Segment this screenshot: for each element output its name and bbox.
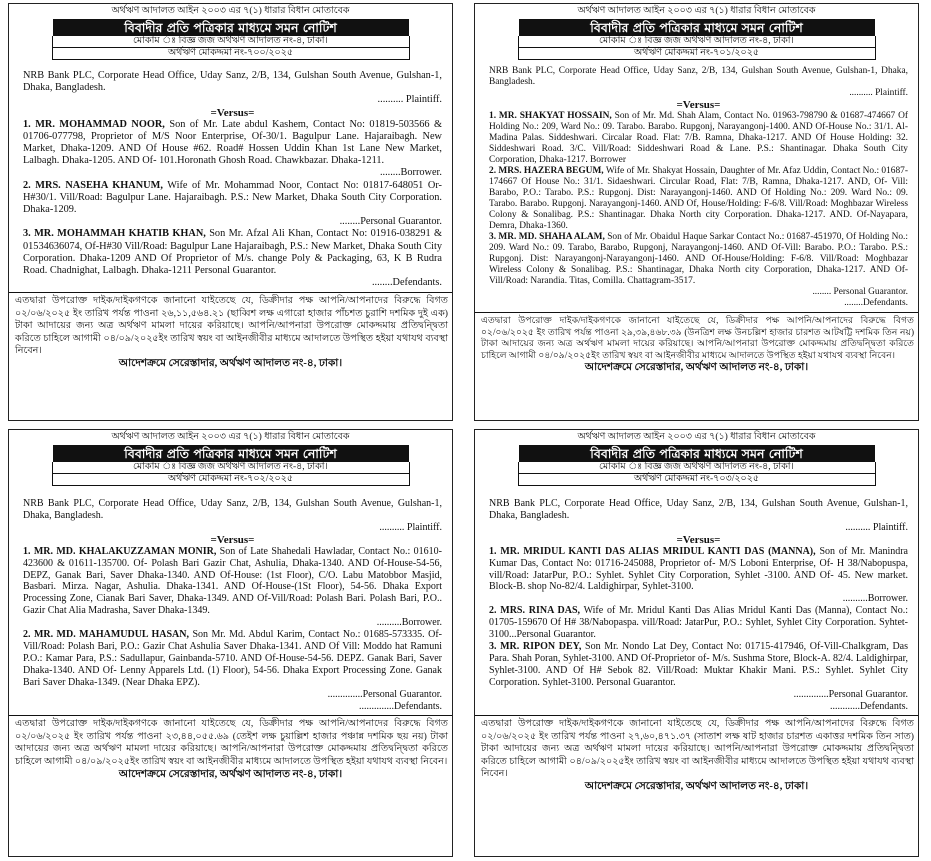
court-line: মোকাম ঃ বিজ্ঞ জজ অর্থঋণ আদালত নং-৪, ঢাকা। — [52, 462, 410, 474]
defendant-name: 1. MR. SHAKYAT HOSSAIN, — [489, 111, 612, 121]
defendant-name: 1. MR. MRIDUL KANTI DAS ALIAS MRIDUL KANTI DAS (MANNA), — [489, 545, 816, 557]
defendant-details: Wife of Mr. Shakyat Hossain, Daughter of Mr. Afaz Uddin, Contact No.: 01687-174667 Of House No.: 31/1. Sidaeshwari. Circular Road, Flat: 7/B, Ramna, Dhaka-1217. AND, Of- Vill: Barabo, P.O.: Tarabo. P.S.: Rupgonj. Dist: Narayangonj-1460. AND Of Holding No.: 209. Ward No.: 09. Tarabo. Barabo. Rupgonj. Narayangonj-1460. AND Of, House/Holding: F-6/8. Vill/Road: Moghbazar Wireless Colony & Sonalibag. P.S.: Shantinagar. Dhaka North city Corporation. Dhaka-1217. AND. Of-Nayapara, Demra, Dhaka-1360. — [489, 166, 908, 231]
notice-body — [9, 498, 452, 712]
plaintiff-role: .......... Plaintiff. — [849, 88, 908, 98]
notice-title: বিবাদীর প্রতি পত্রিকার মাধ্যমে সমন নোটিশ — [53, 19, 409, 36]
defendant-details: Son Mr. Afzal Ali Khan, Contact No: 01916-038291 & 01534636074, Of-H#30 Vill/Road: Bagulpur Lane Hajaraibagh, P.S.: New Market, Dhaka South City Corporation. Dhaka-1209 AND Of Proprietor of M/s. change Poly & Packaging, 63, K B Rudra Road. Chadnighat, Lalbagh. Dhaka-1211 Personal Guarantor. — [23, 228, 442, 277]
notice-body — [9, 70, 452, 289]
defendant-role: ........Borrower. — [379, 167, 442, 179]
notice-title: বিবাদীর প্রতি পত্রিকার মাধ্যমে সমন নোটিশ — [519, 445, 875, 462]
plaintiff-role: .......... Plaintiff. — [845, 521, 908, 533]
notice-body — [475, 498, 918, 712]
defendant-2 — [489, 605, 908, 641]
notice-title: বিবাদীর প্রতি পত্রিকার মাধ্যমে সমন নোটিশ — [53, 445, 409, 462]
defendant-1 — [23, 546, 442, 617]
defendant-name: 3. MR. MD. SHAHA ALAM, — [489, 232, 605, 242]
defendant-details: Son of Mr. Manindra Kumar Das, Contact No: 01716-245088, Proprietor of- M/S Loboni Enterprise, Of- H 38/Nabopuspa, vill/Road: JatarPur, P.O.: Syhlet. Syhlet City Corporation, Syhlet -3100. AND Of- 45. New market. Block-B. shop No-82/4. Laldighirpar, Syhlet-3100. — [489, 545, 908, 593]
defendant-details: Son Mr. Nondo Lat Dey, Contact No: 01715-417946, Of-Vill-Chalkgram, Das Para. Shah Poran, Syhlet-3100. AND Of-Proprietor of- M/s. Sushma Store, Block-A. 82/4. Laldighirpar, Syhlet-3100. AND Of H# Sebok 82. Vill/Road: Muktar Khakir Mani. P.S.: Syhlet. Syhlet City Corporation. Syhlet-3100. Personal Guarantor. — [489, 640, 908, 688]
signature-line: আদেশক্রমে সেরেস্তাদার, অর্থঋণ আদালত নং-৪, ঢাকা। — [118, 769, 343, 781]
summons-text: এতদ্বারা উপরোক্ত দাইক/দাইকগণকে জানানো যাইতেছে যে, ডিক্রীদার পক্ষ আপনি/আপনাদের বিরুদ্ধে বিগত ০২/০৬/২০২৫ ইং তারিখ পর্যন্ত পাওনা ২৭,৬০,৪৭১.৩৭ (সাতাশ লক্ষ ষাট হাজার চারশত একাত্তর দশমিক তিন সাত) টাকা আদায়ের জন্য অত্র অর্থঋণ মামলা দায়ের করিয়াছে। আপনি/আপনারা উপরোক্ত মোকদ্দমায় প্রতিদ্বন্দ্বিতা করিতে চাহিলে আগামী ০৪/০৯/২০২৫ইং তারিখ স্বয়ং বা আইনজীবীর মাধ্যমে আদালতে উপস্থিত হইয়া যথাযথ ব্যবস্থা নিবেন। — [475, 715, 918, 780]
defendant-role: ..........Borrower. — [842, 593, 908, 605]
case-number: অর্থঋণ মোকদ্দমা নং-৭০০/২০২৫ — [52, 48, 410, 60]
versus-label: =Versus= — [210, 106, 255, 119]
defendants-closing: ............Defendants. — [829, 700, 908, 712]
notice-702 — [8, 429, 453, 857]
case-number: অর্থঋণ মোকদ্দমা নং-৭০৩/২০২৫ — [518, 474, 876, 486]
law-line: অর্থঋণ আদালত আইন ২০০৩ এর ৭(১) ধারার বিধান মোতাবেক — [577, 6, 816, 16]
signature-line: আদেশক্রমে সেরেস্তাদার, অর্থঋণ আদালত নং-৪, ঢাকা। — [584, 781, 809, 793]
plaintiff: NRB Bank PLC, Corporate Head Office, Uday Sanz, 2/B, 134, Gulshan South Avenue, Gulshan-1, Dhaka, Bangladesh. — [489, 66, 908, 87]
versus-label: =Versus= — [676, 99, 721, 111]
defendant-3 — [489, 232, 908, 287]
plaintiff: NRB Bank PLC, Corporate Head Office, Uday Sanz, 2/B, 134, Gulshan South Avenue, Gulshan-1, Dhaka, Bangladesh. — [23, 70, 442, 94]
notice-701 — [474, 3, 919, 421]
law-line: অর্থঋণ আদালত আইন ২০০৩ এর ৭(১) ধারার বিধান মোতাবেক — [111, 6, 350, 16]
versus-label: =Versus= — [676, 533, 721, 546]
defendant-role: ........Personal Guarantor. — [339, 216, 442, 228]
defendant-details: Son of Mr. Md. Shah Alam, Contact No. 01963-798790 & 01687-474667 Of Holding No.: 209, Ward No.: 09. Tarabo. Barabo. Rupgonj, Narayangonj-1400. AND Of-House No.: 31/1. Al-Madina Palas. Siddeshwari. Circalar Road. Flat: 7/B. Ramna, Dhaka-1217. AND Of House Holding: 32. Siddeshwari Road. 3/C. Vill/Road: Siddeshwari Road & Lane. P.S.: Shantinagar. Dhaka South City Corporation, Dhaka-1217. — [489, 111, 908, 165]
defendant-details: Son Mr. Md. Abdul Karim, Contact No.: 01685-573335. Of-Vill/Road: Polash Bari, P.O.: Gazir Chat Ashulia Saver Dhaka-1341. AND Of Vill: Moddo hat Ramuni P.O.: Kamar Para, P.S.: Sadullapur, Gainbanda-5710. AND Of-House-54-56. DEPZ. Ganak Bari, Saver Dhaka-1340. AND Of- Lenny Apparels Ltd. (1) Floor), 54-56. Dhaka Export Processing Zone. Ganak Bari Saver Dhaka-1349. (Near Dhaka EPZ). — [23, 629, 442, 688]
defendant-2 — [23, 629, 442, 689]
defendant-2 — [23, 180, 442, 217]
notice-title: বিবাদীর প্রতি পত্রিকার মাধ্যমে সমন নোটিশ — [519, 19, 875, 36]
defendant-1 — [489, 111, 908, 166]
defendant-role: ........Defendants. — [371, 277, 442, 289]
defendant-name: 3. MR. RIPON DEY, — [489, 640, 582, 652]
court-line: মোকাম ঃ বিজ্ঞ জজ অর্থঋণ আদালত নং-৪, ঢাকা। — [518, 462, 876, 474]
defendant-details: Son of Late Shahedali Hawladar, Contact No.: 01610-423600 & 01611-135700. Of- Polash Bari Gazir Chat, Ashulia, Dhaka-1340. AND Of-House-54-56, DEPZ, Ganak Bari, Saver Dhaka-1340. AND Of-House: (1st Floor), C/O. Labu Matobbor Masjid, Basbari. Mirza. Nagar, Ashulia. Dhaka-1341. AND Of-House-(1St Floor), 54-56. Dhaka Export Processing Zone, Cianak Bari Saver, Dhaka-1349. AND Of-Vill/Road: Polash Bari. Polash Bari, P.O.. Gazir Chat Alia Madrasha, Saver Dhaka-1349. — [23, 545, 442, 617]
plaintiff: NRB Bank PLC, Corporate Head Office, Uday Sanz, 2/B, 134, Gulshan South Avenue, Gulshan-1, Dhaka, Bangladesh. — [489, 498, 908, 521]
defendant-1 — [23, 119, 442, 168]
defendant-name: 2. MRS. HAZERA BEGUM, — [489, 166, 604, 176]
case-number: অর্থঋণ মোকদ্দমা নং-৭০২/২০২৫ — [52, 474, 410, 486]
defendants-closing: ..............Defendants. — [358, 700, 442, 712]
defendant-name: 1. MR. MOHAMMAD NOOR, — [23, 118, 165, 130]
law-line: অর্থঋণ আদালত আইন ২০০৩ এর ৭(১) ধারার বিধান মোতাবেক — [111, 432, 350, 442]
summons-text: এতদ্বারা উপরোক্ত দাইক/দাইকগণকে জানানো যাইতেছে যে, ডিক্রীদার পক্ষ আপনি/আপনাদের বিরুদ্ধে বিগত ০২/০৬/২০২৫ ইং তারিখ পর্যন্ত পাওনা ২৩,৪৪,০৫৫.৬৯ (তেইশ লক্ষ চুয়াল্লিশ হাজার পঞ্চান্ন দশমিক ছয় নয়) টাকা আদায়ের জন্য অত্র অর্থঋণ মামলা দায়ের করিয়াছে। আপনি/আপনারা উপরোক্ত মোকদ্দমায় প্রতিদ্বন্দ্বিতা করিতে চাহিলে আগামী ০৪/০৯/২০২৫ইং তারিখ স্বয়ং বা আইনজীবীর মাধ্যমে আদালতে উপস্থিত হইয়া যথাযথ ব্যবস্থা নিবেন। — [9, 715, 452, 768]
versus-label: =Versus= — [210, 533, 255, 546]
defendant-2 — [489, 166, 908, 232]
case-number: অর্থঋণ মোকদ্দমা নং-৭০১/২০২৫ — [518, 48, 876, 60]
signature-line: আদেশক্রমে সেরেস্তাদার, অর্থঋণ আদালত নং-৪, ঢাকা। — [584, 362, 809, 374]
defendant-details: Son of Mr. Obaidul Haque Sarkar Contact No.: 01687-451970, Of Holding No.: 209. Ward No.: 09. Tarabo, Barabo, Rupgonj, Narayangonj-1460. AND Of-Vill: Barabo. P.O.: Tarabo. P.S.: Rupgonj. Dist: Narayangonj-Narayangonj-1460. AND Of-House/Holding: F-6/8. Vill/Road: Moghbazar Wireless Colony & Sonalibag. P.S.: Shantinagar, Dhaka North city Corporation, Dhaka-1217. AND Of-Vill/Road: Narandia. Titas, Comilla. Chattagram-3517. — [489, 232, 908, 286]
defendant-role: ..............Personal Guarantor. — [327, 688, 442, 700]
defendant-details: Wife of Mr. Mridul Kanti Das Alias Mridul Kanti Das (Manna), Contact No.: 01705-159670 Of H# 38/Nabopaspa. vill/Road: JatarPur, P.O.: Syhlet, Syhlet City Corporation. Syhtet-3100...Personal Guarantor. — [489, 605, 908, 641]
defendant-name: 1. MR. MD. KHALAKUZZAMAN MONIR, — [23, 545, 217, 557]
summons-text: এতদ্বারা উপরোক্ত দাইক/দাইকগণকে জানানো যাইতেছে যে, ডিক্রীদার পক্ষ আপনি/আপনাদের বিরুদ্ধে বিগত ০২/০৬/২০২৫ ইং তারিখ পর্যন্ত পাওনা ২৯,৩৯,৪৬৮.৩৯ (উনত্রিশ লক্ষ উনচল্লিশ হাজার চারশত আটষট্টি দশমিক তিন নয়) টাকা আদায়ের জন্য অত্র অর্থঋণ মামলা দায়ের করিয়াছে। আপনি/আপনারা উপরোক্ত মোকদ্দমায় প্রতিদ্বন্দ্বিতা করিতে চাহিলে আগামী ০৪/০৯/২০২৫ইং তারিখ স্বয়ং বা আইনজীবীর মাধ্যমে আদালতে উপস্থিত হইয়া যথাযথ ব্যবস্থা নিবেন। — [475, 312, 918, 361]
defendant-role: ........ Personal Guarantor. — [812, 287, 908, 297]
defendant-name: 2. MR. MD. MAHAMUDUL HASAN, — [23, 629, 190, 641]
defendants-closing: ........Defendants. — [844, 298, 908, 308]
defendant-details: Son of Mr. Late abdul Kashem, Contact No: 01819-503566 & 01706-077798, Proprietor of M/S Noor Enterprise, Of-30/1. Bagulpur Lane. Hajaraibagh. New Market, Dhaka-1209. AND Of House #62. Road# Hossen Uddin Khan 1st Lane New Market, Lalbagh. Dhaka-1205. AND Of- 101.Horonath Ghosh Road. Chawkbazar. Dhaka-1211. — [23, 118, 442, 167]
court-line: মোকাম ঃ বিজ্ঞ জজ অর্থঋণ আদালত নং-৪, ঢাকা। — [52, 36, 410, 48]
plaintiff-role: .......... Plaintiff. — [379, 521, 442, 533]
notice-703 — [474, 429, 919, 857]
court-line: মোকাম ঃ বিজ্ঞ জজ অর্থঋণ আদালত নং-৪, ঢাকা। — [518, 36, 876, 48]
plaintiff: NRB Bank PLC, Corporate Head Office, Uday Sanz, 2/B, 134, Gulshan South Avenue, Gulshan-1, Dhaka, Bangladesh. — [23, 498, 442, 521]
plaintiff-role: .......... Plaintiff. — [377, 94, 442, 106]
law-line: অর্থঋণ আদালত আইন ২০০৩ এর ৭(১) ধারার বিধান মোতাবেক — [577, 432, 816, 442]
summons-text: এতদ্বারা উপরোক্ত দাইক/দাইকগণকে জানানো যাইতেছে যে, ডিক্রীদার পক্ষ আপনি/আপনাদের বিরুদ্ধে বিগত ০২/০৬/২০২৫ ইং তারিখ পর্যন্ত পাওনা ২৬,১১,৫৬৪.২১ (ছাব্বিশ লক্ষ এগারো হাজার পাঁচশত চুরাশি দশমিক দুই এক) টাকা আদায়ের জন্য অত্র অর্থঋণ মামলা দায়ের করিয়াছে। আপনি/আপনারা উপরোক্ত মোকদ্দমায় প্রতিদ্বন্দ্বিতা করিতে চাহিলে আগামী ০৪/০৯/২০২৫ইং তারিখ স্বয়ং বা আইনজীবীর মাধ্যমে আদালতে উপস্থিত হইয়া যথাযথ ব্যবস্থা নিবেন। — [9, 292, 452, 357]
notice-700 — [8, 3, 453, 421]
defendant-details: Wife of Mr. Mohammad Noor, Contact No: 01817-648051 Or- H#30/1. Vill/Road: Bagulpur Lane. Hajaraibagh. P.S.: New Market, Dhaka South City Corporation. Dhaka-1209. — [23, 179, 442, 216]
defendant-role: ..............Personal Guarantor. — [793, 688, 908, 700]
notice-body — [475, 66, 918, 309]
signature-line: আদেশক্রমে সেরেস্তাদার, অর্থঋণ আদালত নং-৪, ঢাকা। — [118, 358, 343, 370]
defendant-3 — [489, 641, 908, 689]
defendant-name: 2. MRS. NASEHA KHANUM, — [23, 179, 163, 191]
defendant-role: Borrower — [590, 155, 626, 165]
defendant-name: 2. MRS. RINA DAS, — [489, 605, 581, 617]
defendant-1 — [489, 546, 908, 594]
defendant-3 — [23, 228, 442, 277]
defendant-role: ..........Borrower. — [376, 617, 442, 629]
defendant-name: 3. MR. MOHAMMAH KHATIB KHAN, — [23, 228, 206, 240]
